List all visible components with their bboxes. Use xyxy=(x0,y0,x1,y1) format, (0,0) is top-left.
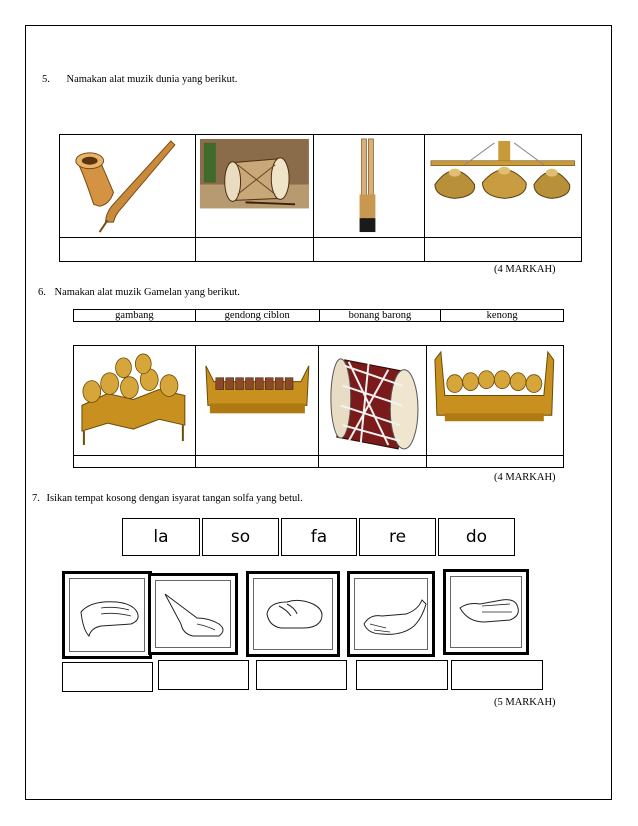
q6-header xyxy=(38,287,240,298)
gambang-image xyxy=(196,346,319,455)
bonang-image xyxy=(74,346,195,455)
q5-number: 5. xyxy=(42,74,50,85)
q7-marks: (5 MARKAH) xyxy=(494,697,556,708)
q5-answer-cell[interactable] xyxy=(425,238,582,262)
q6-image-cell xyxy=(427,346,564,456)
q5-image-cell xyxy=(313,135,425,238)
q6-options-table xyxy=(73,309,564,322)
solfa-so: so xyxy=(202,518,279,556)
q7-answer-box[interactable] xyxy=(356,660,448,690)
q5-header xyxy=(42,74,237,85)
q6-image-cell xyxy=(195,346,319,456)
hand-sign-image xyxy=(347,571,435,657)
q6-answer-cell[interactable] xyxy=(319,456,427,468)
q6-option: kenong xyxy=(441,310,564,322)
q6-option: bonang barong xyxy=(319,310,441,322)
q6-answer-cell[interactable] xyxy=(195,456,319,468)
q5-answer-cell[interactable] xyxy=(313,238,425,262)
hand-sign-image-1 xyxy=(71,584,149,646)
hand-sign-image xyxy=(62,571,152,659)
drum-image xyxy=(196,135,313,237)
q5-text: Namakan alat muzik dunia yang berikut. xyxy=(66,74,238,85)
q5-image-cell xyxy=(425,135,582,238)
q7-header xyxy=(32,493,303,504)
q5-image-cell xyxy=(195,135,313,238)
q6-option: gambang xyxy=(74,310,196,322)
hand-sign-image-4 xyxy=(356,584,432,646)
q6-table xyxy=(73,345,564,468)
solfa-la: la xyxy=(122,518,200,556)
q5-answer-cell[interactable] xyxy=(195,238,313,262)
q6-image-cell xyxy=(74,346,196,456)
q6-marks: (4 MARKAH) xyxy=(494,472,556,483)
q5-marks: (4 MARKAH) xyxy=(494,264,556,275)
q7-text: Isikan tempat kosong dengan isyarat tangan solfa yang betul. xyxy=(46,493,303,504)
q6-option: gendong ciblon xyxy=(195,310,319,322)
q6-number: 6. xyxy=(38,287,46,298)
q7-number: 7. xyxy=(32,493,40,504)
q5-table xyxy=(59,134,582,262)
solfa-do: do xyxy=(438,518,515,556)
q7-answer-box[interactable] xyxy=(62,662,153,692)
q7-answer-box[interactable] xyxy=(158,660,249,690)
q5-answer-cell[interactable] xyxy=(60,238,196,262)
hand-sign-image xyxy=(246,571,340,657)
q6-image-cell xyxy=(319,346,427,456)
kendang-image xyxy=(319,346,426,455)
hand-sign-image xyxy=(443,569,529,655)
hand-sign-image-3 xyxy=(257,584,335,646)
q7-answer-box[interactable] xyxy=(256,660,347,690)
q6-text: Namakan alat muzik Gamelan yang berikut. xyxy=(54,287,240,298)
q7-answer-box[interactable] xyxy=(451,660,543,690)
gamelan-gongs-image xyxy=(425,135,581,237)
shakuhachi-image xyxy=(314,135,425,237)
solfa-fa: fa xyxy=(281,518,357,556)
solfa-re: re xyxy=(359,518,436,556)
hand-sign-image xyxy=(148,573,238,655)
alphorn-image xyxy=(60,135,195,237)
q6-answer-cell[interactable] xyxy=(74,456,196,468)
kenong-image xyxy=(427,346,563,455)
hand-sign-image-2 xyxy=(157,584,235,646)
q5-image-cell xyxy=(60,135,196,238)
hand-sign-image-5 xyxy=(452,582,526,644)
q6-answer-cell[interactable] xyxy=(427,456,564,468)
